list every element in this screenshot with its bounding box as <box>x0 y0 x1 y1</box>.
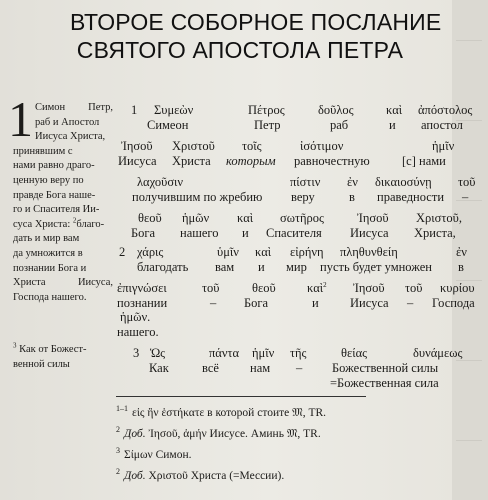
footnote-rule <box>116 396 366 397</box>
synodal-translation: Симон Петр, раб и Апостол Иисуса Христа, принявшим с нами равно драго- ценную веру по правде Бога наше- го и Спасителя Ии- суса Христа: $^2$благо- дать и мир вам да умножится в познании Бога и Христа Иисуса, Господа нашего. <box>13 102 113 303</box>
verse-number: 2 <box>119 245 126 259</box>
footnote: $^2$ Доб. Ἰησοῦ, ἀμήν Иисусе. Аминь 𝔐, TR. <box>116 425 321 440</box>
page-title <box>70 8 442 64</box>
chapter-number: 1 <box>8 91 33 147</box>
footnote: $^2$ Доб. Χριστοῦ Христа (=Мессии). <box>116 467 285 482</box>
verse-number: 1 <box>131 103 138 117</box>
footnote: $^{1-1}$ εἰς ἣν ἑστήκατε в которой стоите 𝔐, TR. <box>116 404 327 419</box>
page: ВТОРОЕ СОБОРНОЕ ПОСЛАНИЕ СВЯТОГО АПОСТОЛА ПЕТРА 1 Симон Петр, раб и Апостол Иисуса Христа, принявшим с нами равно драго- ценную веру по правде Бога наше- го и Спасителя Ии- суса Христа: $^2$благо- дать и мир вам да умножится в познании Бога и Христа Иисуса, Господа нашего. $^3$ Как от Божест- венной силы 1 Συμεὼν Πέτρος δοῦλος καὶ ἀπόστολος Симеон Петр раб и апостол Ἰησοῦ Χριστοῦ τοῖς ἰσότιμον ἡμῖν Иисуса Христа которым равночестную [с] нами λαχοῦσιν πίστιν ἐν δικαιοσύνῃ τοῦ получившим по жребию веру в праведности – θεοῦ ἡμῶν καὶ σωτῆρος Ἰησοῦ Χριστοῦ, Бога нашего и Спасителя Иисуса Христа, 2 χάρις ὑμῖν καὶ εἰρήνη πληθυνθείη ἐν благодать вам и мир пусть будет умножен в ἐπιγνώσει τοῦ θεοῦ καὶ$^2$ Ἰησοῦ τοῦ κυρίου познании – Бога и Иисуса – Господа ἡμῶν. нашего. 3 Ὡς πάντα ἡμῖν τῆς θείας δυνάμεως Как всё нам – Божественной силы =Божественная сила $^{1-1}$ εἰς ἣν ἑστήκατε в которой стоите 𝔐, TR. $^2$ Доб. Ἰησοῦ, ἀμήν Иисусе. Аминь 𝔐, TR. $^3$ Σίμων Симон. $^2$ Доб. Χριστοῦ Христа (=Мессии). <box>0 0 488 500</box>
title-line-1: ВТОРОЕ СОБОРНОЕ ПОСЛАНИЕ <box>70 9 442 35</box>
title-line-2: СВЯТОГО АПОСТОЛА ПЕТРА <box>76 37 404 63</box>
footnote: $^3$ Σίμων Симон. <box>116 446 192 461</box>
synodal-verse-3: $^3$ Как от Божест- венной силы <box>13 341 87 370</box>
verse-number: 3 <box>133 346 140 360</box>
